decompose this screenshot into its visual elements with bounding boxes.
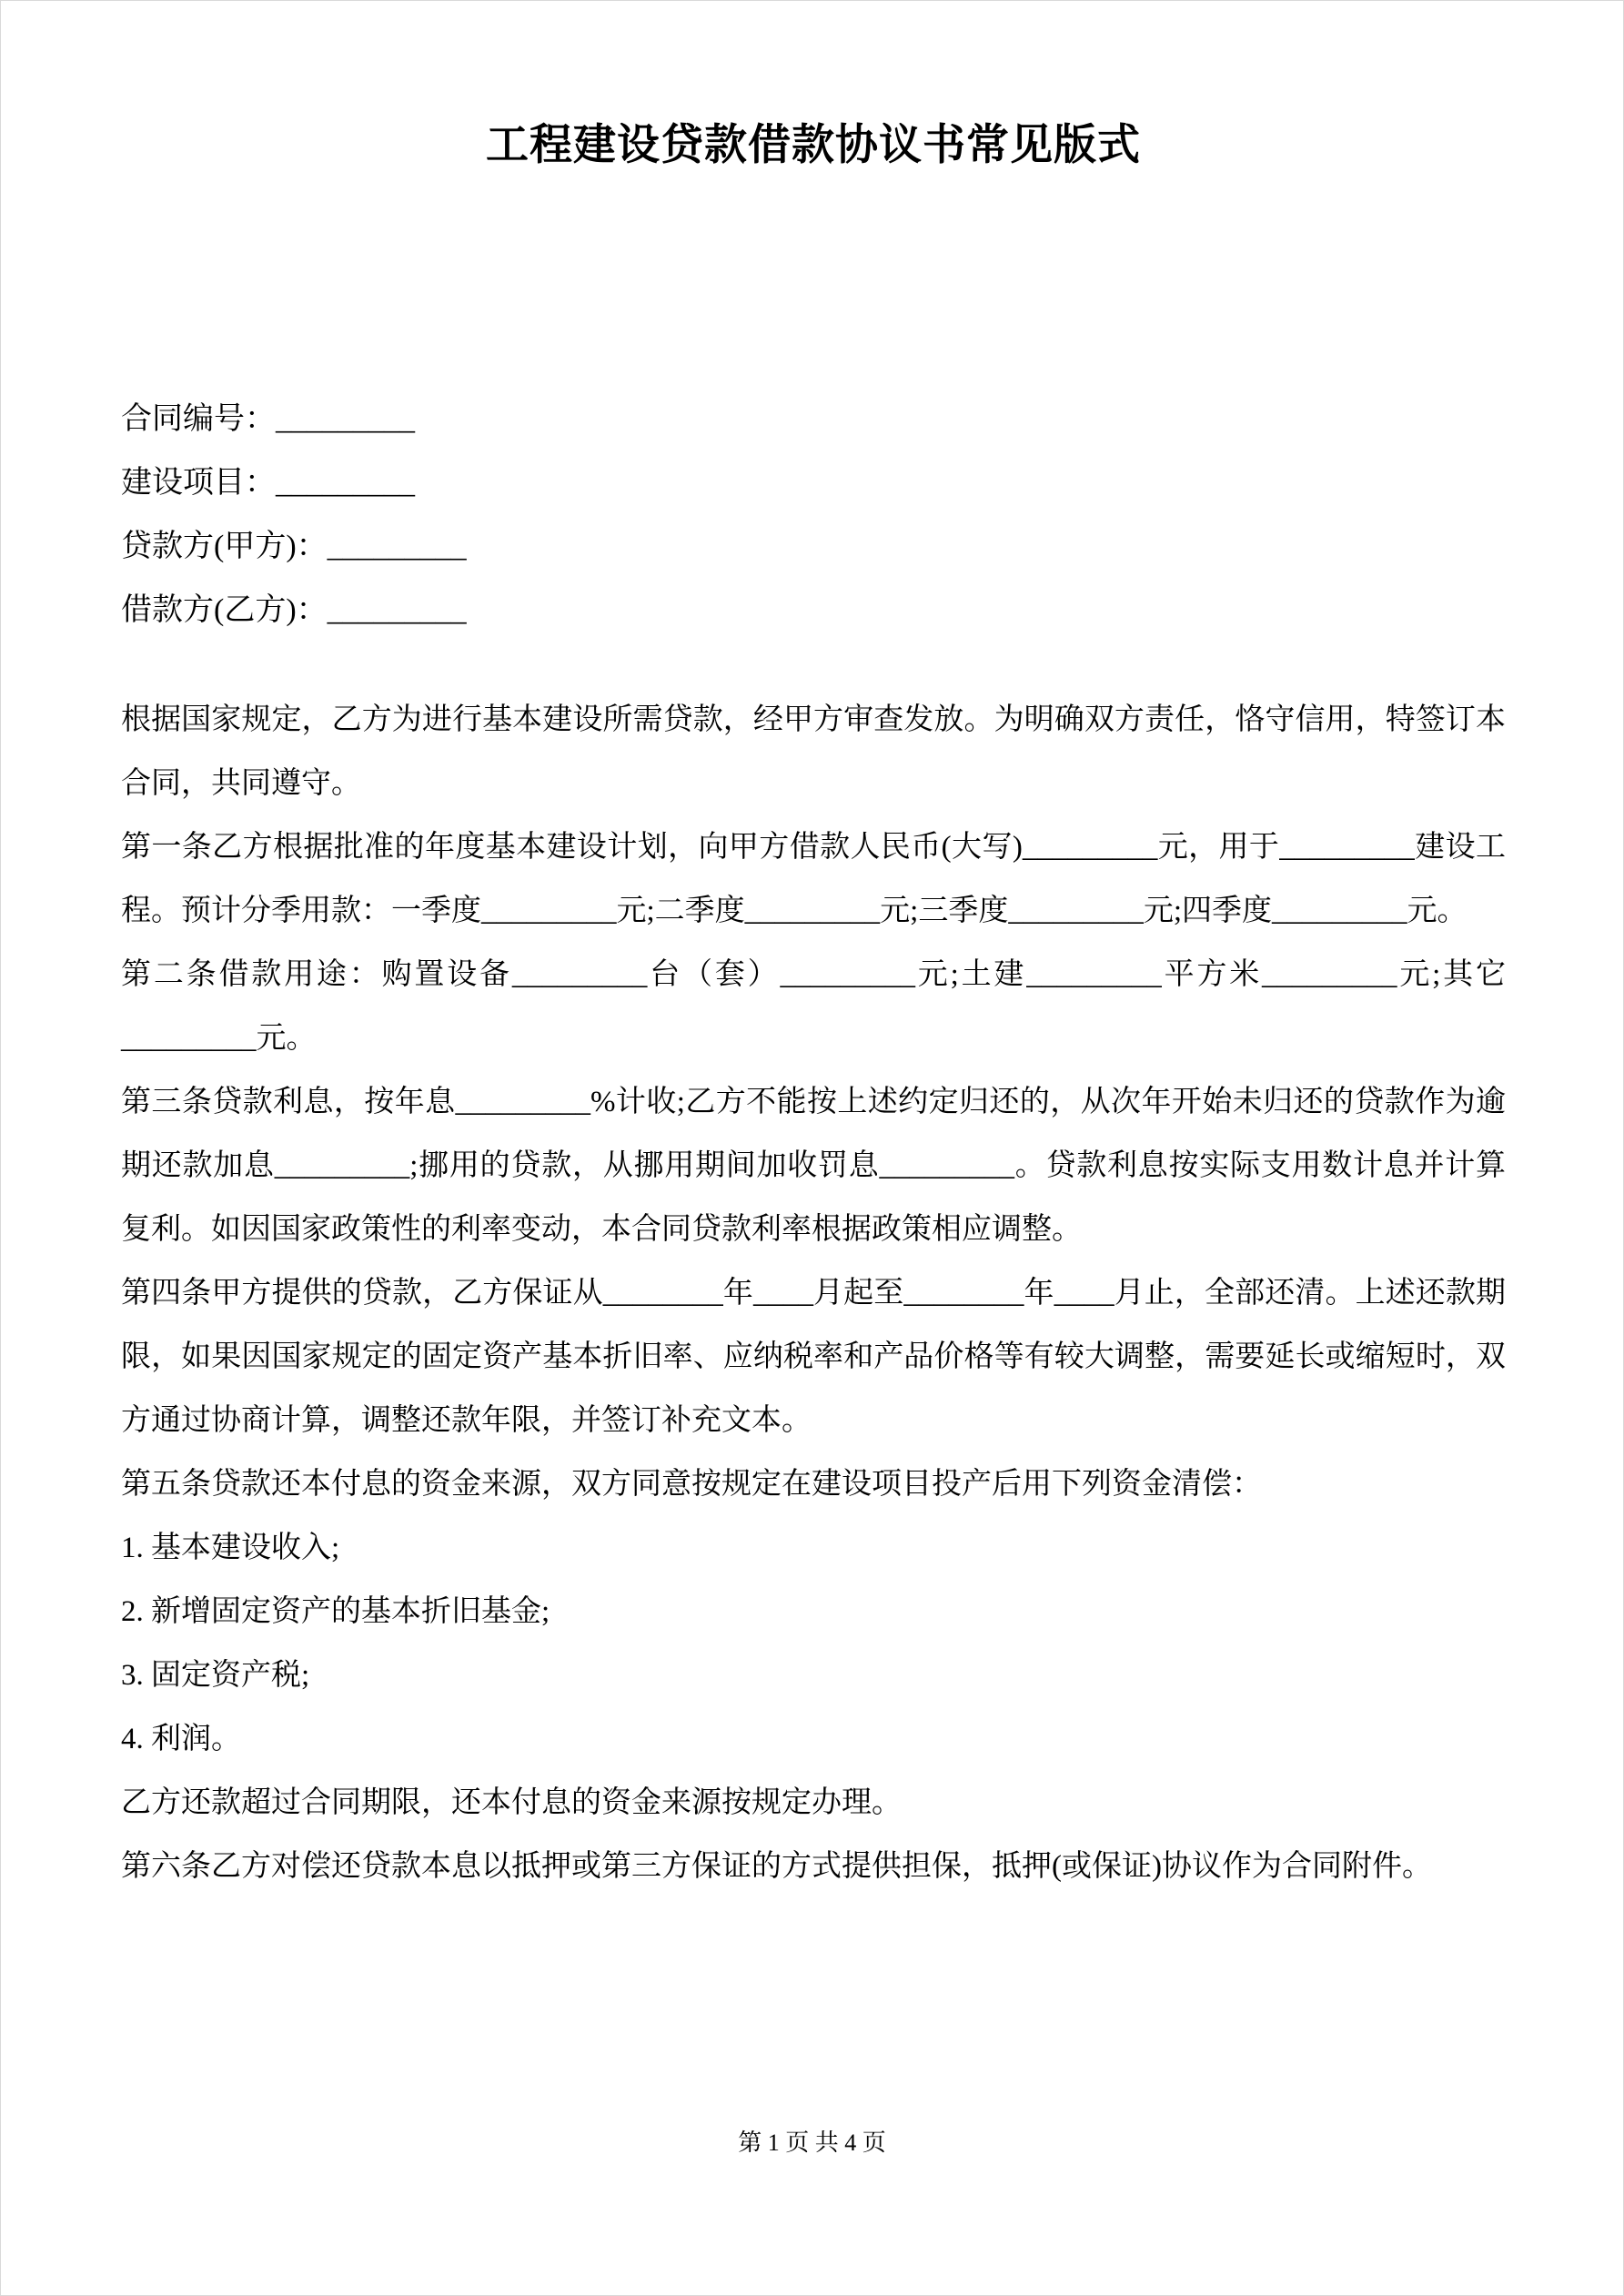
document-content bbox=[121, 0, 1506, 1898]
paragraph-repayment-overdue: 乙方还款超过合同期限，还本付息的资金来源按规定办理。 bbox=[121, 1786, 902, 1820]
field-lender-party-a-blank: _________ bbox=[327, 530, 467, 564]
field-construction-project-label: 建设项目： bbox=[121, 466, 276, 501]
list-item-2: 2. 新增固定资产的基本折旧基金; bbox=[121, 1595, 550, 1629]
list-item-3: 3. 固定资产税; bbox=[121, 1659, 310, 1693]
field-lender-party-a-label: 贷款方(甲方)： bbox=[121, 530, 328, 564]
paragraph-article-5: 第五条贷款还本付息的资金来源，双方同意按规定在建设项目投产后用下列资金清偿： bbox=[121, 1468, 1262, 1502]
field-lender-party-a bbox=[121, 515, 1506, 579]
document-body bbox=[121, 688, 1506, 1898]
field-contract-number-blank: _________ bbox=[276, 402, 415, 437]
paragraph-article-2: 第二条借款用途：购置设备_________台（套）_________元;土建_________平方米_________元;其它_________元。 bbox=[121, 958, 1506, 1056]
paragraph-article-1: 第一条乙方根据批准的年度基本建设计划，向甲方借款人民币(大写)_________元，用于_________建设工程。预计分季用款：一季度_________元;二季度_________元;三季度_________元;四季度_________元。 bbox=[121, 831, 1506, 928]
list-item-1: 1. 基本建设收入; bbox=[121, 1532, 340, 1565]
paragraph-article-3: 第三条贷款利息，按年息_________%计收;乙方不能按上述约定归还的，从次年开始未归还的贷款作为逾期还款加息_________;挪用的贷款，从挪用期间加收罚息_________。贷款利息按实际支用数计息并计算复利。如因国家政策性的利率变动，本合同贷款利率根据政策相应调整。 bbox=[121, 1086, 1506, 1247]
list-item-4: 4. 利润。 bbox=[121, 1723, 241, 1756]
field-contract-number-label: 合同编号： bbox=[121, 402, 276, 437]
paragraph-preamble: 根据国家规定，乙方为进行基本建设所需贷款，经甲方审查发放。为明确双方责任，恪守信用，特签订本合同，共同遵守。 bbox=[121, 703, 1506, 801]
field-borrower-party-b-label: 借款方(乙方)： bbox=[121, 593, 328, 628]
field-contract-number bbox=[121, 388, 1506, 451]
field-borrower-party-b bbox=[121, 579, 1506, 642]
field-borrower-party-b-blank: _________ bbox=[327, 593, 467, 628]
paragraph-article-6: 第六条乙方对偿还贷款本息以抵押或第三方保证的方式提供担保，抵押(或保证)协议作为合同附件。 bbox=[121, 1850, 1432, 1884]
page-footer: 第 1 页 共 4 页 bbox=[738, 2129, 886, 2156]
paragraph-article-4: 第四条甲方提供的贷款，乙方保证从________年____月起至________年____月止，全部还清。上述还款期限，如果因国家规定的固定资产基本折旧率、应纳税率和产品价格等有较大调整，需要延长或缩短时，双方通过协商计算，调整还款年限，并签订补充文本。 bbox=[121, 1277, 1506, 1438]
header-fields bbox=[121, 388, 1506, 642]
document-title: 工程建设贷款借款协议书常见版式 bbox=[486, 122, 1141, 169]
field-construction-project bbox=[121, 451, 1506, 515]
field-construction-project-blank: _________ bbox=[276, 466, 415, 501]
